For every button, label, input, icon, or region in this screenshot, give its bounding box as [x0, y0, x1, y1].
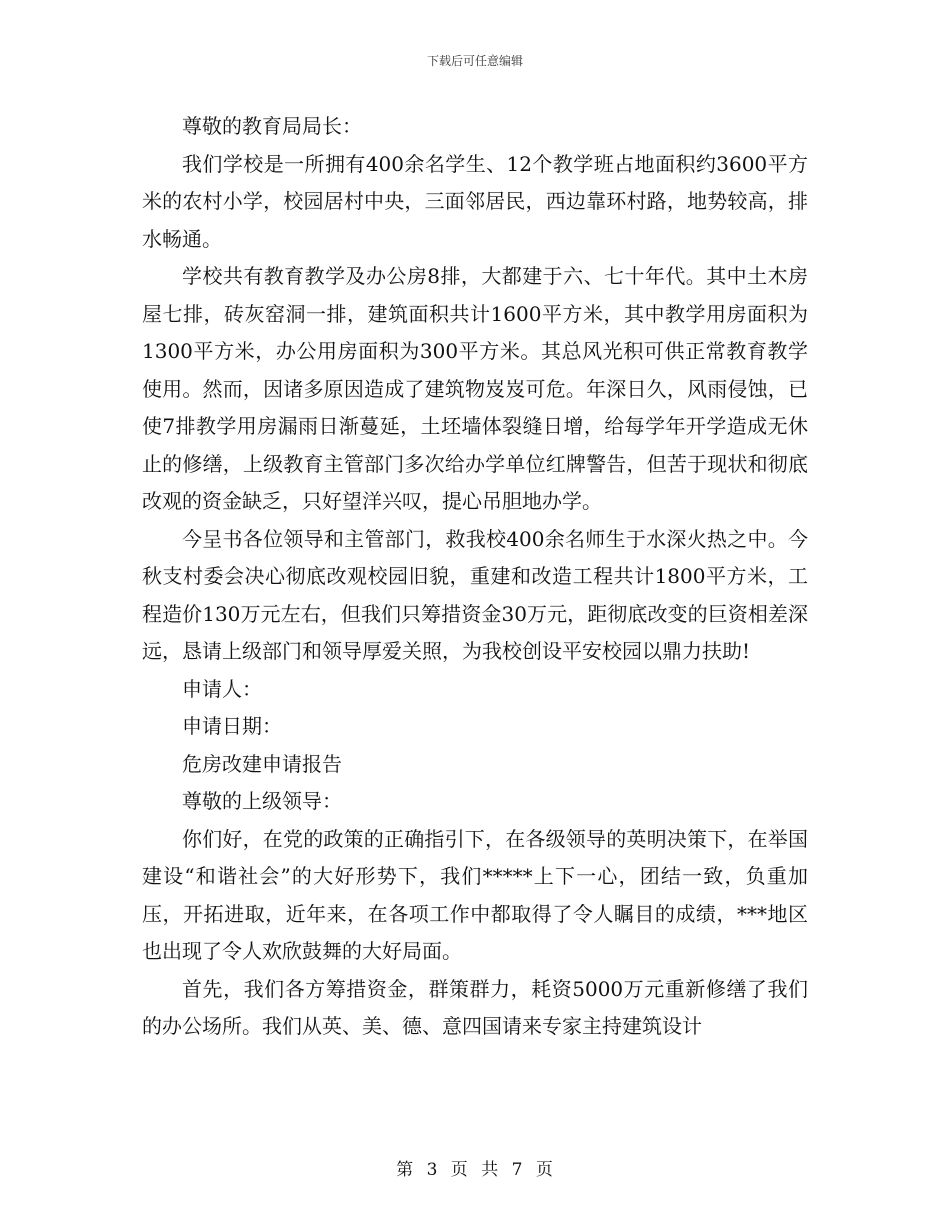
salutation-superiors: 尊敬的上级领导：: [182, 789, 342, 813]
paragraph-building-status: 学校共有教育教学及办公房8排，大都建于六、七十年代。其中土木房屋七排，砖灰窑洞一排，建筑面积共计1600平方米，其中教学用房面积为1300平方米，办公用房面积为300平方米。其总风光积可供正常教育教学使用。然而，因诸多原因造成了建筑物岌岌可危。年深日久，风雨侵蚀，已使7排教学用房漏雨日渐蔓延，土坯墙体裂缝日增，给每学年开学造成无休止的修缮，上级教育主管部门多次给办学单位红牌警告，但苦于现状和彻底改观的资金缺乏，只好望洋兴叹，提心吊胆地办学。: [142, 264, 808, 513]
paragraph-funding-request: 今呈书各位领导和主管部门，救我校400余名师生于水深火热之中。今秋支村委会决心彻底改观校园旧貌，重建和改造工程共计1800平方米，工程造价130万元左右，但我们只筹措资金30万元，距彻底改变的巨资相差深远，恳请上级部门和领导厚爱关照，为我校创设平安校园以鼎力扶助!: [142, 526, 808, 663]
page-number: 第 3 页 共 7 页: [396, 1160, 554, 1180]
paragraph-renovation: 首先，我们各方筹措资金，群策群力，耗资5000万元重新修缮了我们的办公场所。我们从英、美、德、意四国请来专家主持建筑设计: [142, 976, 808, 1038]
paragraph-school-intro: 我们学校是一所拥有400余名学生、12个教学班占地面积约3600平方米的农村小学，校园居村中央，三面邻居民，西边靠环村路，地势较高，排水畅通。: [142, 151, 808, 251]
application-date-label: 申请日期：: [182, 714, 282, 738]
document-body: [142, 108, 808, 1046]
paragraph-greeting: 你们好，在党的政策的正确指引下，在各级领导的英明决策下，在举国建设“和谐社会”的大好形势下，我们*****上下一心，团结一致，负重加压，开拓进取，近年来，在各项工作中都取得了令人瞩目的成绩，***地区也出现了令人欢欣鼓舞的大好局面。: [142, 826, 808, 963]
report-title: 危房改建申请报告: [182, 751, 342, 776]
salutation-education-bureau: 尊敬的教育局局长：: [182, 114, 362, 138]
page-header-note: 下载后可任意编辑: [426, 54, 523, 68]
applicant-label: 申请人：: [182, 676, 262, 701]
